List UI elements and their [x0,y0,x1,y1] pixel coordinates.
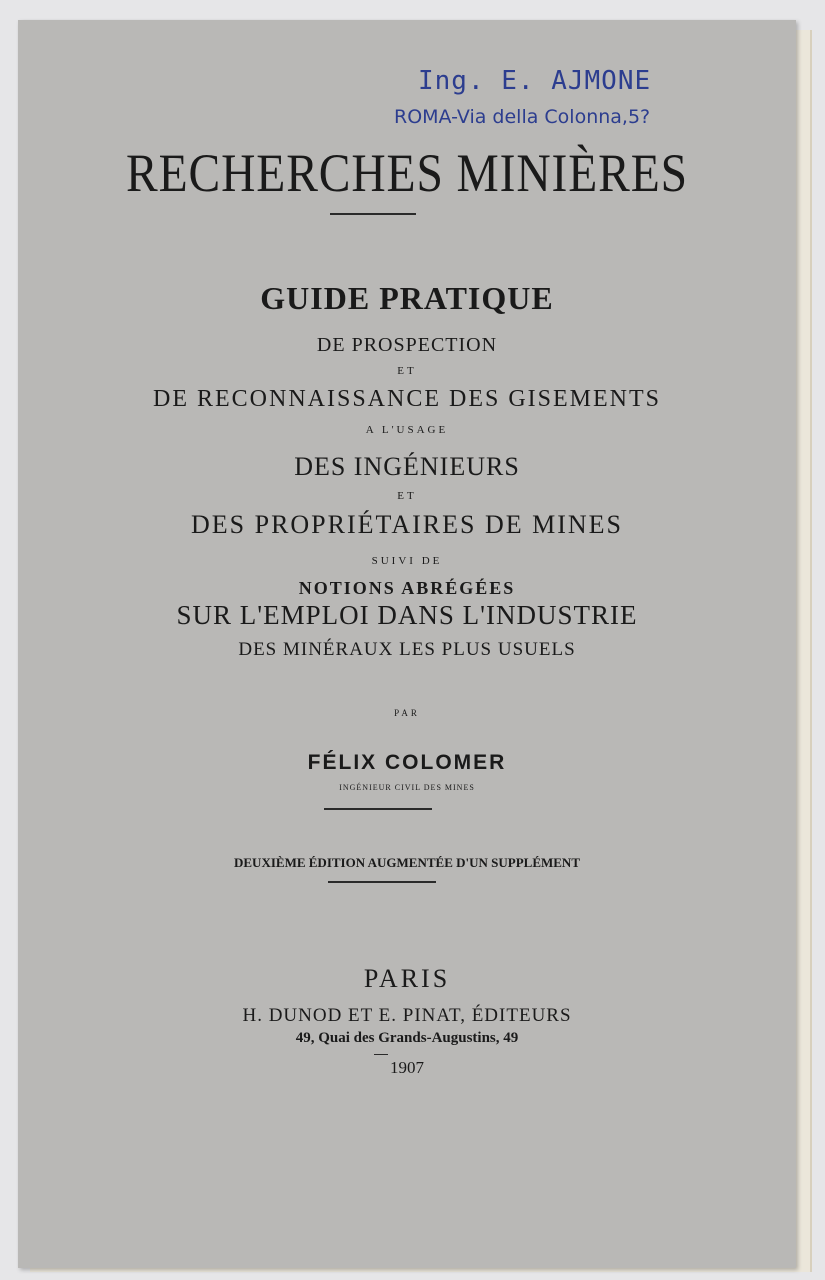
subtitle-line-prospection: DE PROSPECTION [316,334,498,356]
publisher-city: PARIS [363,964,451,993]
subtitle-line-ingenieurs: DES INGÉNIEURS [294,452,520,481]
edition-divider [328,881,436,883]
author-title: INGÉNIEUR CIVIL DES MINES [339,783,475,792]
book-cover [18,20,796,1268]
notions-abregees-line: NOTIONS ABRÉGÉES [298,578,516,598]
emploi-industrie-line: SUR L'EMPLOI DANS L'INDUSTRIE [176,600,638,630]
edition-line: DEUXIÈME ÉDITION AUGMENTÉE D'UN SUPPLÉMENT [234,855,580,870]
subtitle-line-proprietaires: DES PROPRIÉTAIRES DE MINES [190,510,623,539]
publication-year: 1907 [390,1058,424,1077]
book-title: RECHERCHES MINIÈRES [126,143,688,203]
publisher-name: H. DUNOD ET E. PINAT, ÉDITEURS [242,1005,572,1026]
title-divider [330,213,416,215]
usage-line: A L'USAGE [365,424,449,436]
mineraux-usuels-line: DES MINÉRAUX LES PLUS USUELS [238,639,576,660]
conjunction-et-2: ET [397,490,417,502]
author-name: FÉLIX COLOMER [307,751,507,774]
conjunction-et-1: ET [397,365,417,377]
par-line: PAR [394,708,420,718]
subtitle-line-reconnaissance: DE RECONNAISSANCE DES GISEMENTS [152,386,662,412]
owner-stamp-address: ROMA-Via della Colonna,5? [394,106,651,128]
owner-stamp-name: Ing. E. AJMONE [418,66,652,96]
year-dash [374,1054,388,1055]
book-subtitle: GUIDE PRATIQUE [260,280,554,316]
publisher-address: 49, Quai des Grands-Augustins, 49 [295,1030,519,1046]
author-divider [324,808,432,810]
suivi-de-line: SUIVI DE [371,555,443,567]
